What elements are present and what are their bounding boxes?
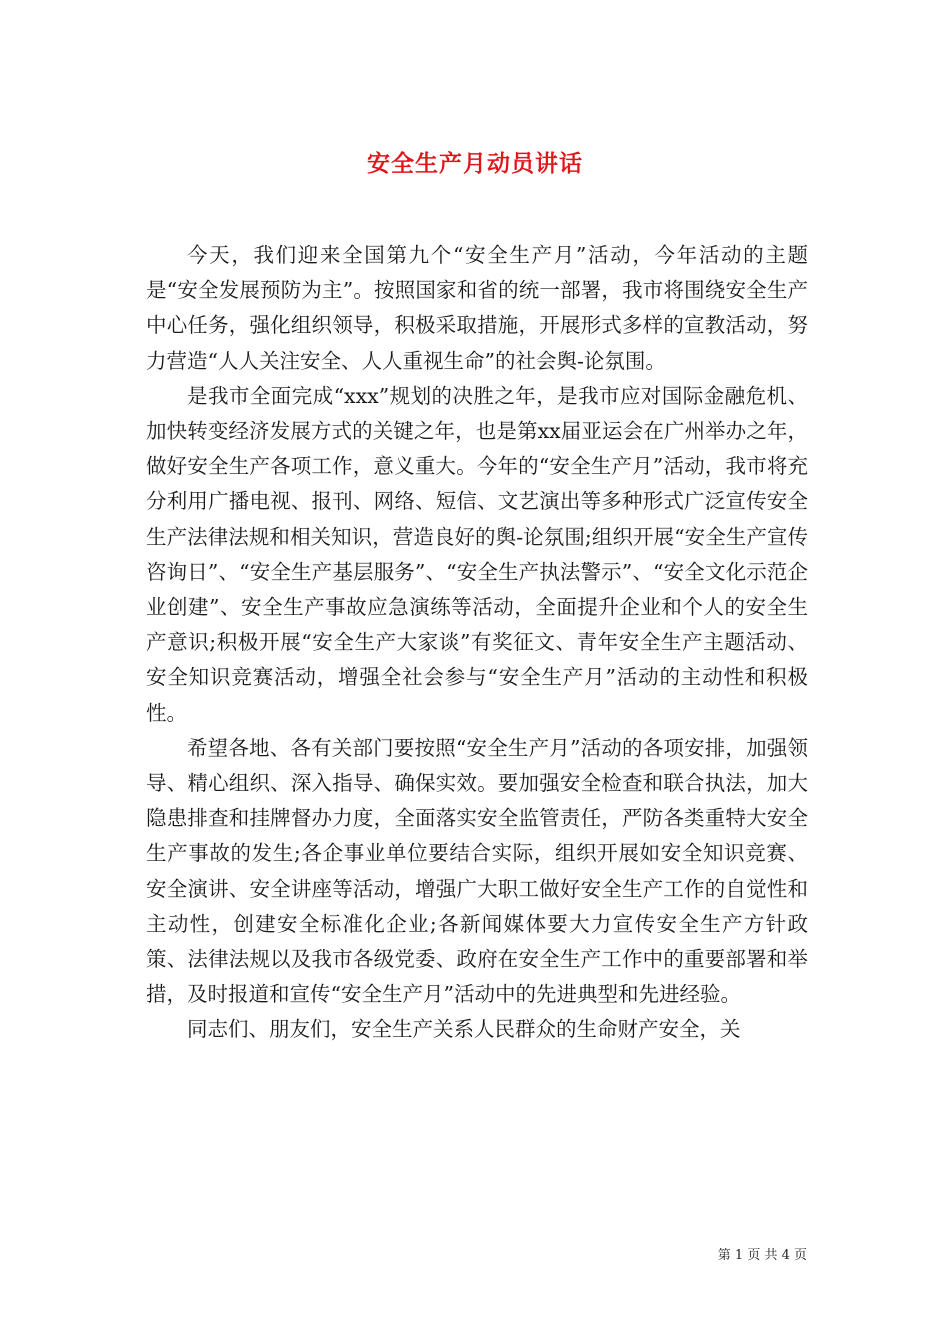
paragraph-4: 同志们、朋友们，安全生产关系人民群众的生命财产安全，关	[187, 1017, 741, 1042]
paragraph-2: 是我市全面完成“xxx”规划的决胜之年，是我市应对国际金融危机、加快转变经济发展方式的关键之年，也是第xx届亚运会在广州举办之年，做好安全生产各项工作，意义重大。今年的“安全生产月”活动，我市将充分利用广播电视、报刊、网络、短信、文艺演出等多种形式广泛宣传安全生产法律法规和相关知识，营造良好的舆-论氛围;组织开展“安全生产宣传咨询日”、“安全生产基层服务”、“安全生产执法警示”、“安全文化示范企业创建”、安全生产事故应急演练等活动，全面提升企业和个人的安全生产意识;积极开展“安全生产大家谈”有奖征文、青年安全生产主题活动、安全知识竞赛活动，增强全社会参与“安全生产月”活动的主动性和积极性。	[146, 383, 808, 725]
paragraph-3: 希望各地、各有关部门要按照“安全生产月”活动的各项安排，加强领导、精心组织、深入指导、确保实效。要加强安全检查和联合执法，加大隐患排查和挂牌督办力度，全面落实安全监管责任，严防各类重特大安全生产事故的发生;各企事业单位要结合实际，组织开展如安全知识竞赛、安全演讲、安全讲座等活动，增强广大职工做好安全生产工作的自觉性和主动性，创建安全标准化企业;各新闻媒体要大力宣传安全生产方针政策、法律法规以及我市各级党委、政府在安全生产工作中的重要部署和举措，及时报道和宣传“安全生产月”活动中的先进典型和先进经验。	[146, 735, 808, 1007]
document-title: 安全生产月动员讲话	[367, 150, 583, 178]
document-body	[146, 238, 808, 1048]
page-number: 第 1 页 共 4 页	[717, 1248, 807, 1263]
paragraph-1: 今天，我们迎来全国第九个“安全生产月”活动，今年活动的主题是“安全发展预防为主”。按照国家和省的统一部署，我市将围绕安全生产中心任务，强化组织领导，积极采取措施，开展形式多样的宣教活动，努力营造“人人关注安全、人人重视生命”的社会舆-论氛围。	[146, 243, 808, 373]
